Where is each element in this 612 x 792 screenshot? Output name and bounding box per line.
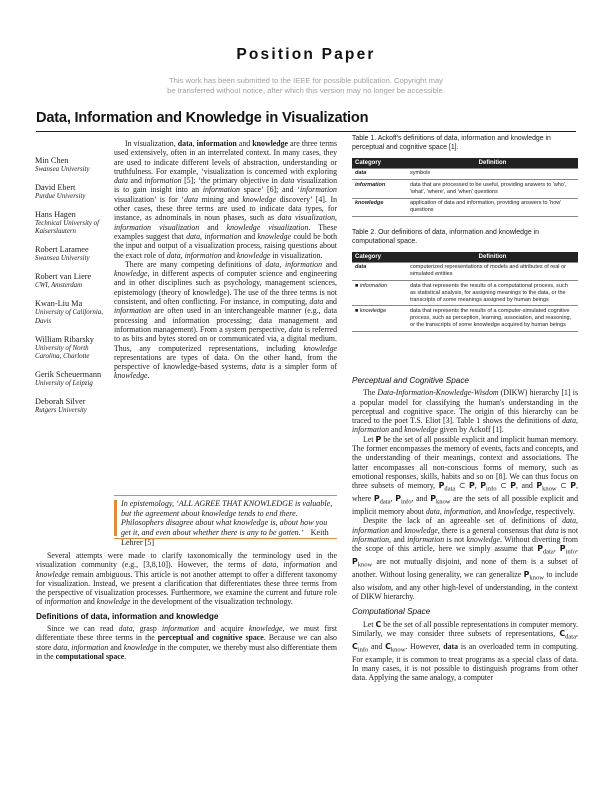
author-affiliation: Purdue University [35, 192, 86, 200]
author-affiliation: Technical University of Kaiserslautern [35, 219, 100, 236]
table-cell-definition: application of data and information, providing answers to 'how' questions [407, 198, 578, 216]
table2 [352, 252, 578, 332]
table1-caption-text: Ackoff's definitions of data, information and knowledge in perceptual and cognitive space [1]. [352, 135, 551, 151]
notice-line-1: This work has been submitted to the IEEE for possible publication. Copyright may [169, 76, 443, 85]
author-affiliation: University of California, Davis [35, 309, 103, 325]
table-cell-category: data [352, 262, 407, 280]
section-heading-definitions: Definitions of data, information and knowledge [36, 611, 219, 621]
table-row [352, 281, 578, 306]
quote-accent-bar [114, 500, 117, 536]
paragraph: Despite the lack of an agreeable set of definitions of data, information and knowledge, there is a general consensus that data is not information, and information is not knowledge. Without diverting from the scope of this article, here we simply assume that $P_{data}$, $P_{info}$, $P_{know}$ are not mutually disjoint, and none of them is a subset of another. Without losing generality, we can generalize $P_{know}$ to include also wisdom, and any other high-level of understanding, in the context of DIKW hierarchy. [352, 516, 579, 602]
section-heading-computational: Computational Space [352, 607, 431, 617]
author [35, 210, 113, 237]
copyright-notice [90, 76, 522, 96]
quote-attribution: Keith Lehrer [5] [121, 528, 329, 547]
paragraph: The Data-Information-Knowledge-Wisdom (DIKW) hierarchy [1] is a popular model for classifying the human's understanding in the perceptual and cognitive space. The origin of this hierarchy can be traced to the poet T.S. Eliot [3]. Table 1 shows the definitions of data, information and knowledge given by Ackoff [1]. [352, 388, 579, 435]
author-name: Min Chen [35, 156, 69, 165]
table-row [352, 262, 578, 280]
column-header-definition: Definition [407, 252, 578, 262]
intro-text [114, 139, 337, 381]
paragraph: Several attempts were made to clarify taxonomically the terminology used in the visualization community (e.g., [3,8,10]). However, the terms of data, information and knowledge remain ambiguous. This article is not another attempt to offer a different taxonomy for visualization. Instead, we present a clarification that differentiates these three terms from the perspective of visualization processes. Furthermore, we examine the current and future role of information and knowledge in the development of the visualization technology. [36, 551, 337, 607]
title-rule [36, 131, 576, 132]
lower-left-text [36, 551, 337, 661]
quote-body: In epistemology, ‘ALL AGREE THAT KNOWLEDGE is valuable, but the agreement about knowledge tends to end there. Philosophers disagree about what knowledge is, about how you get it, and even about whether there is any to be gotten.’ [121, 499, 333, 538]
table-cell-definition: symbols [407, 168, 578, 179]
author [35, 245, 113, 264]
table-cell-definition: data that represents the results of a computational process, such as statistical analysis, for assigning meanings to the data, or the transcripts of some meanings assigned by human beings [407, 281, 578, 306]
table-row [352, 306, 578, 331]
author-name: Hans Hagen [35, 209, 76, 219]
table1-caption-label: Table 1. [352, 135, 377, 142]
table-row [352, 180, 578, 198]
author-name: Deborah Silver [35, 396, 86, 406]
author [35, 156, 113, 175]
table-cell-category: knowledge [352, 198, 407, 216]
author-affiliation: Rutgers University [35, 406, 87, 414]
table-cell-definition: data that are processed to be useful, providing answers to 'who', 'what', 'where', and 'when' questions [407, 180, 578, 198]
table2-caption [352, 228, 580, 246]
author-name: Robert Laramee [35, 245, 89, 255]
table1-caption [352, 134, 580, 152]
table-cell-definition: computerized representations of models and attributes of real or simulated entities [407, 262, 578, 280]
author [35, 370, 113, 389]
author [35, 397, 113, 416]
table-cell-category: information [352, 180, 407, 198]
author-name: Kwan-Liu Ma [35, 299, 83, 309]
author [35, 272, 113, 291]
table-cell-category: data [352, 168, 407, 179]
quote-text [121, 499, 335, 548]
author-affiliation: University of North Carolina, Charlotte [35, 344, 90, 361]
epistemology-quote-box [114, 495, 337, 547]
author-affiliation: CWI, Amsterdam [35, 282, 83, 290]
author-list [35, 156, 113, 424]
paragraph: There are many competing definitions of data, information and knowledge, in different aspects of computer science and engineering and in other disciplines such as psychology, management sciences, epistemology (theory of knowledge). The use of the three terms is not consistent, and often conflicting. For instance, in computing, data and information are often used in an interchangeable manner (e.g., data processing and information processing; data management and information management). From a system perspective, data is referred to as bits and bytes stored on or communicated via, a digital medium. Thus, any computerized representations, including knowledge representations are types of data. On the other hand, from the perspective of knowledge-based systems, data is a simpler form of knowledge. [114, 259, 338, 381]
table-cell-category: ■ knowledge [352, 306, 407, 331]
section-heading-perceptual: Perceptual and Cognitive Space [352, 376, 469, 385]
page-title: Position Paper [236, 46, 376, 63]
paragraph: In visualization, data, information and knowledge are three terms used extensively, often in an interrelated context. In many cases, they are used to indicate different levels of abstraction, understanding or truthfulness. For example, ‘visualization is concerned with exploring data and information [5]; ‘the primary objective in data visualization is to gain insight into an information space’ [6]; and ‘information visualization’ is for ‘data mining and knowledge discovery’ [4]. In other cases, these three terms are used to indicate data types, for instance, as adnominals in noun phases, such as data visualization, information visualization and knowledge visualization. These examples suggest that data, information and knowledge could be both the input and output of a visualization process, raising questions about the exact role of data, information and knowledge in visualization. [114, 139, 338, 260]
column-header-definition: Definition [407, 158, 578, 168]
author [35, 183, 113, 202]
column-header-category: Category [352, 252, 407, 262]
notice-line-2: be transferred without notice, after which this version may no longer be accessible. [167, 86, 445, 95]
table-cell-category: ■ information [352, 281, 407, 306]
author-name: Gerik Scheuermann [35, 370, 102, 380]
table-header-row [352, 158, 578, 168]
paragraph: Since we can read data, grasp information and acquire knowledge, we must first differentiate these three terms in the perceptual and cognitive space. Because we can also store data, information and knowledge in the computer, we thereby must also differentiate them in the computational space. [36, 624, 337, 661]
author [35, 335, 113, 362]
right-column-text [352, 376, 578, 683]
table2-caption-text: Our definitions of data, information and knowledge in computational space. [352, 229, 539, 245]
article-title: Data, Information and Knowledge in Visualization [36, 110, 369, 126]
author-affiliation: Swansea University [35, 166, 90, 173]
table1 [352, 158, 578, 217]
author-name: Robert van Liere [35, 272, 92, 282]
table-header-row [352, 252, 578, 262]
column-header-category: Category [352, 158, 407, 168]
table2-caption-label: Table 2. [352, 229, 377, 236]
author-name: William Ribarsky [35, 334, 94, 344]
author-affiliation: University of Leipzig [35, 380, 93, 388]
table-row [352, 168, 578, 179]
table-cell-definition: data that represents the results of a computer-simulated cognitive process, such as perception, learning, association, and reasoning, or the transcripts of some knowledge acquired by human beings [407, 306, 578, 331]
table-row [352, 198, 578, 216]
author-name: David Ebert [35, 182, 76, 192]
author-affiliation: Swansea University [35, 255, 90, 263]
paragraph: Let C be the set of all possible representations in computer memory. Similarly, we may consider three subsets of representations, $C_{data}$, $C_{info}$ and $C_{know}$. However, data is an overloaded term in computing. For example, it is common to treat programs as a special class of data. In many cases, it is not possible to distinguish programs from other data. Applying the same analogy, a computer [352, 619, 579, 683]
paragraph: Let P be the set of all possible explicit and implicit human memory. The former encompasses the memory of events, facts and concepts, and the understanding of their meanings, context and associations. The latter encompasses all non-conscious forms of memory, such as emotional responses, skills, habits and so on [8]. We can thus focus on three subsets of memory, $P_{data}$ ⊂ P, $P_{info}$ ⊂ P, and $P_{know}$ ⊂ P, where $P_{data}$, $P_{info}$, and $P_{know}$ are the sets of all possible explicit and implicit memory about data, information, and knowledge, respectively. [352, 434, 578, 516]
author [35, 299, 113, 326]
